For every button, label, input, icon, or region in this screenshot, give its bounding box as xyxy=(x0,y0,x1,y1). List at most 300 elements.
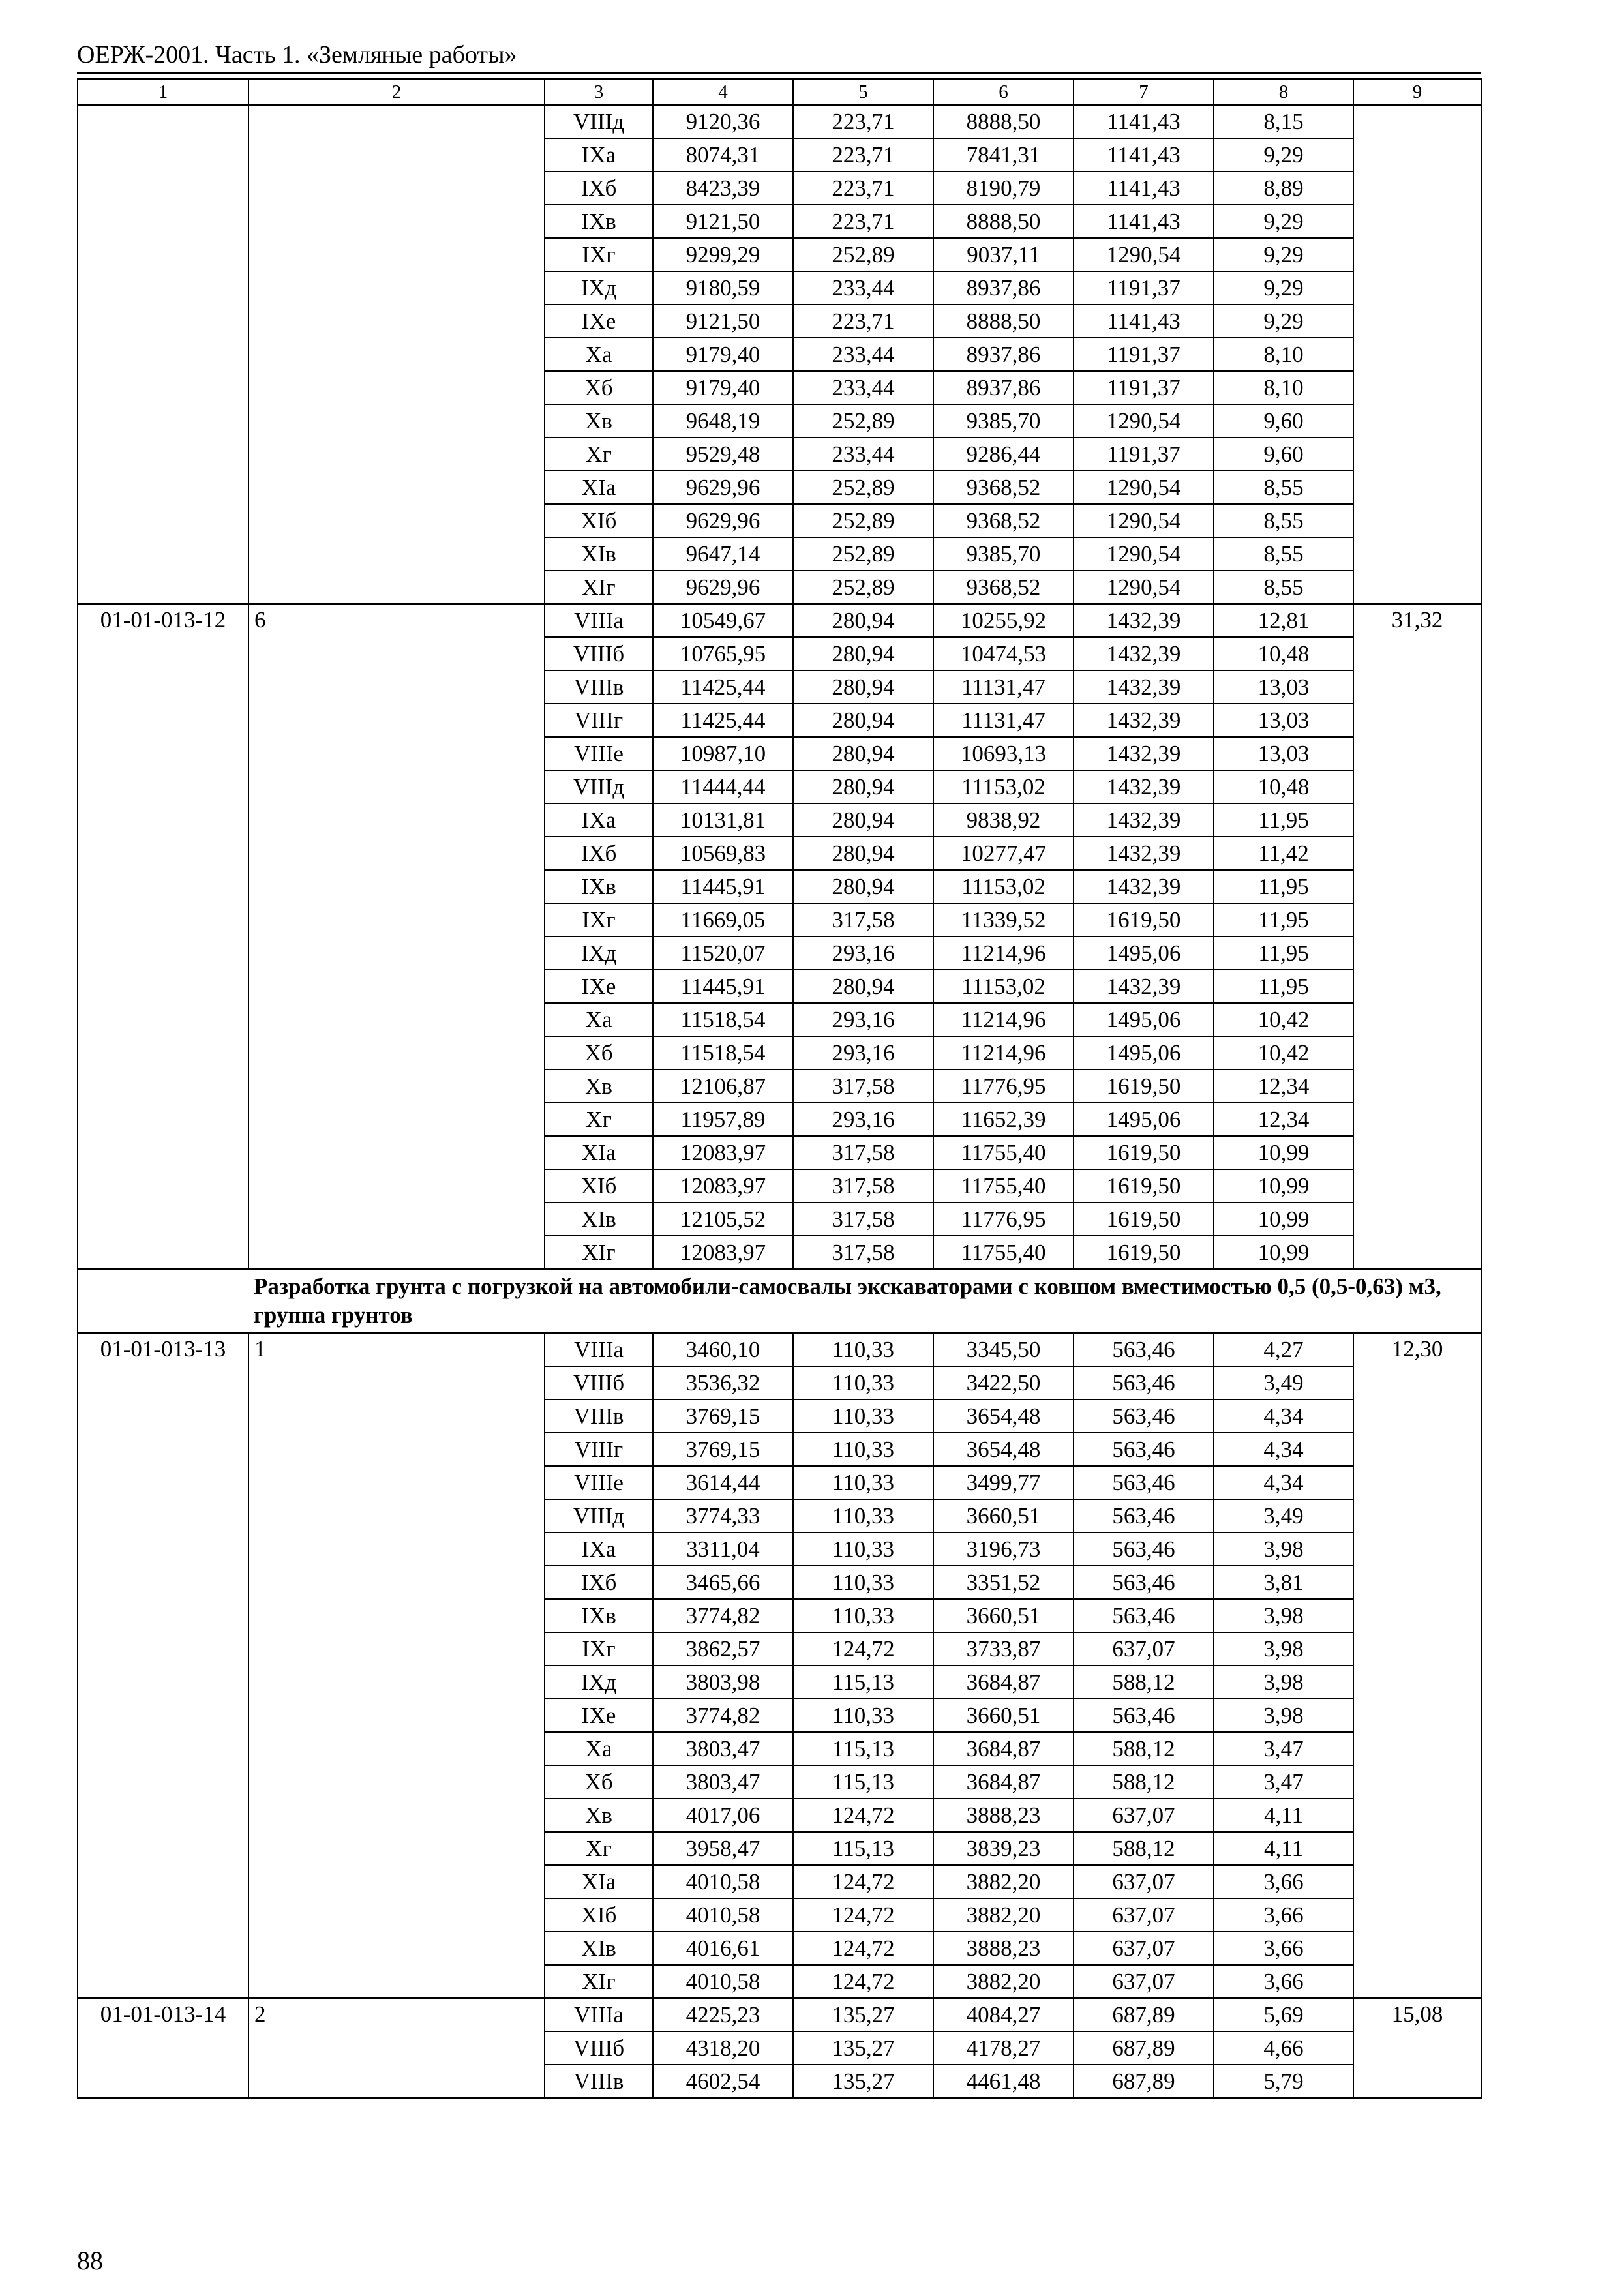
machine-cost-cell: 11755,40 xyxy=(933,1236,1074,1269)
wages-cell: 124,72 xyxy=(793,1898,933,1932)
machinist-wages-cell: 1619,50 xyxy=(1074,1169,1214,1203)
machine-cost-cell: 11131,47 xyxy=(933,670,1074,704)
materials-cell: 8,10 xyxy=(1214,371,1353,404)
table-body xyxy=(78,79,1481,2098)
soil-group-cell: 1 xyxy=(248,1333,545,1998)
machine-cost-cell: 3733,87 xyxy=(933,1632,1074,1666)
materials-cell: 11,95 xyxy=(1214,970,1353,1003)
wages-cell: 293,16 xyxy=(793,1003,933,1036)
materials-cell: 3,66 xyxy=(1214,1865,1353,1898)
region-cell: VIIIд xyxy=(545,770,653,803)
region-cell: VIIIe xyxy=(545,737,653,770)
materials-cell: 11,95 xyxy=(1214,870,1353,903)
total-cost-cell: 12083,97 xyxy=(653,1136,793,1169)
wages-cell: 280,94 xyxy=(793,770,933,803)
machine-cost-cell: 4461,48 xyxy=(933,2065,1074,2098)
page-number: 88 xyxy=(77,2246,103,2275)
wages-cell: 252,89 xyxy=(793,504,933,537)
machine-cost-cell: 3882,20 xyxy=(933,1898,1074,1932)
total-cost-cell: 3774,33 xyxy=(653,1499,793,1533)
machinist-wages-cell: 1432,39 xyxy=(1074,637,1214,670)
rate-code-cell: 01-01-013-13 xyxy=(78,1333,248,1998)
region-cell: XIв xyxy=(545,1932,653,1965)
materials-cell: 9,29 xyxy=(1214,138,1353,172)
column-number-cell: 8 xyxy=(1214,79,1353,105)
materials-cell: 8,55 xyxy=(1214,537,1353,571)
region-cell: XIб xyxy=(545,1169,653,1203)
wages-cell: 223,71 xyxy=(793,172,933,205)
materials-cell: 4,34 xyxy=(1214,1466,1353,1499)
machinist-wages-cell: 1495,06 xyxy=(1074,1103,1214,1136)
wages-cell: 233,44 xyxy=(793,371,933,404)
wages-cell: 317,58 xyxy=(793,1169,933,1203)
machinist-wages-cell: 1495,06 xyxy=(1074,1003,1214,1036)
machine-cost-cell: 11153,02 xyxy=(933,870,1074,903)
region-cell: VIIIг xyxy=(545,704,653,737)
machine-cost-cell: 8888,50 xyxy=(933,205,1074,238)
materials-cell: 10,99 xyxy=(1214,1236,1353,1269)
total-cost-cell: 9629,96 xyxy=(653,471,793,504)
machine-cost-cell: 3888,23 xyxy=(933,1932,1074,1965)
machine-cost-cell: 9286,44 xyxy=(933,438,1074,471)
machinist-wages-cell: 588,12 xyxy=(1074,1765,1214,1799)
region-cell: IXa xyxy=(545,1533,653,1566)
total-cost-cell: 8074,31 xyxy=(653,138,793,172)
machinist-wages-cell: 1290,54 xyxy=(1074,404,1214,438)
materials-cell: 3,98 xyxy=(1214,1599,1353,1632)
machinist-wages-cell: 588,12 xyxy=(1074,1666,1214,1699)
wages-cell: 124,72 xyxy=(793,1799,933,1832)
region-cell: VIIIб xyxy=(545,1366,653,1399)
machinist-wages-cell: 1432,39 xyxy=(1074,770,1214,803)
machinist-wages-cell: 1290,54 xyxy=(1074,504,1214,537)
wages-cell: 317,58 xyxy=(793,1236,933,1269)
total-cost-cell: 3465,66 xyxy=(653,1566,793,1599)
machine-cost-cell: 3660,51 xyxy=(933,1699,1074,1732)
column-number-cell: 4 xyxy=(653,79,793,105)
total-cost-cell: 11520,07 xyxy=(653,936,793,970)
machine-cost-cell: 3882,20 xyxy=(933,1865,1074,1898)
materials-cell: 3,49 xyxy=(1214,1366,1353,1399)
region-cell: IXб xyxy=(545,172,653,205)
wages-cell: 110,33 xyxy=(793,1433,933,1466)
total-cost-cell: 4318,20 xyxy=(653,2031,793,2065)
machine-cost-cell: 10255,92 xyxy=(933,604,1074,637)
region-cell: IXв xyxy=(545,205,653,238)
wages-cell: 223,71 xyxy=(793,205,933,238)
region-cell: VIIIб xyxy=(545,2031,653,2065)
total-cost-cell: 11957,89 xyxy=(653,1103,793,1136)
wages-cell: 280,94 xyxy=(793,870,933,903)
total-cost-cell: 9629,96 xyxy=(653,571,793,604)
region-cell: IXe xyxy=(545,305,653,338)
machinist-wages-cell: 637,07 xyxy=(1074,1965,1214,1998)
wages-cell: 124,72 xyxy=(793,1965,933,1998)
materials-cell: 3,98 xyxy=(1214,1666,1353,1699)
wages-cell: 252,89 xyxy=(793,537,933,571)
wages-cell: 110,33 xyxy=(793,1599,933,1632)
machinist-wages-cell: 588,12 xyxy=(1074,1832,1214,1865)
region-cell: XIa xyxy=(545,471,653,504)
materials-cell: 11,95 xyxy=(1214,903,1353,936)
price-table xyxy=(77,78,1482,2099)
region-cell: IXв xyxy=(545,1599,653,1632)
machinist-wages-cell: 563,46 xyxy=(1074,1333,1214,1366)
total-cost-cell: 3774,82 xyxy=(653,1699,793,1732)
machine-cost-cell: 9385,70 xyxy=(933,404,1074,438)
materials-cell: 13,03 xyxy=(1214,670,1353,704)
machinist-wages-cell: 1191,37 xyxy=(1074,438,1214,471)
total-cost-cell: 11518,54 xyxy=(653,1003,793,1036)
total-cost-cell: 11425,44 xyxy=(653,704,793,737)
region-cell: IXa xyxy=(545,803,653,837)
machine-cost-cell: 8937,86 xyxy=(933,271,1074,305)
materials-cell: 9,60 xyxy=(1214,404,1353,438)
region-cell: IXд xyxy=(545,936,653,970)
materials-cell: 4,34 xyxy=(1214,1433,1353,1466)
machinist-wages-cell: 637,07 xyxy=(1074,1865,1214,1898)
total-cost-cell: 3958,47 xyxy=(653,1832,793,1865)
machinist-wages-cell: 1290,54 xyxy=(1074,471,1214,504)
total-cost-cell: 4010,58 xyxy=(653,1865,793,1898)
machinist-wages-cell: 1141,43 xyxy=(1074,138,1214,172)
machine-cost-cell: 9838,92 xyxy=(933,803,1074,837)
wages-cell: 280,94 xyxy=(793,803,933,837)
region-cell: VIIIв xyxy=(545,670,653,704)
total-cost-cell: 10549,67 xyxy=(653,604,793,637)
total-cost-cell: 10987,10 xyxy=(653,737,793,770)
machine-cost-cell: 3660,51 xyxy=(933,1499,1074,1533)
materials-cell: 13,03 xyxy=(1214,704,1353,737)
region-cell: XIв xyxy=(545,537,653,571)
materials-cell: 3,98 xyxy=(1214,1632,1353,1666)
materials-cell: 9,60 xyxy=(1214,438,1353,471)
total-cost-cell: 9179,40 xyxy=(653,338,793,371)
section-heading: Разработка грунта с погрузкой на автомобили-самосвалы экскаваторами с ковшом вместимостью 0,5 (0,5-0,63) м3, группа грунтов xyxy=(248,1269,1481,1333)
total-cost-cell: 10131,81 xyxy=(653,803,793,837)
total-cost-cell: 11445,91 xyxy=(653,970,793,1003)
machinist-wages-cell: 1141,43 xyxy=(1074,172,1214,205)
materials-cell: 4,66 xyxy=(1214,2031,1353,2065)
machine-cost-cell: 9037,11 xyxy=(933,238,1074,271)
wages-cell: 280,94 xyxy=(793,837,933,870)
region-cell: XIв xyxy=(545,1203,653,1236)
total-cost-cell: 9529,48 xyxy=(653,438,793,471)
machinist-wages-cell: 1290,54 xyxy=(1074,238,1214,271)
total-cost-cell: 11518,54 xyxy=(653,1036,793,1070)
machinist-wages-cell: 1495,06 xyxy=(1074,936,1214,970)
machine-cost-cell: 4178,27 xyxy=(933,2031,1074,2065)
machinist-wages-cell: 637,07 xyxy=(1074,1632,1214,1666)
machine-cost-cell: 3351,52 xyxy=(933,1566,1074,1599)
machinist-wages-cell: 637,07 xyxy=(1074,1898,1214,1932)
total-cost-cell: 8423,39 xyxy=(653,172,793,205)
total-cost-cell: 3769,15 xyxy=(653,1399,793,1433)
machinist-wages-cell: 1619,50 xyxy=(1074,1236,1214,1269)
machine-cost-cell: 3684,87 xyxy=(933,1666,1074,1699)
region-cell: VIIIг xyxy=(545,1433,653,1466)
wages-cell: 135,27 xyxy=(793,2065,933,2098)
machine-cost-cell: 4084,27 xyxy=(933,1998,1074,2031)
total-cost-cell: 12083,97 xyxy=(653,1236,793,1269)
wages-cell: 252,89 xyxy=(793,471,933,504)
total-cost-cell: 9647,14 xyxy=(653,537,793,571)
materials-cell: 10,42 xyxy=(1214,1003,1353,1036)
machine-cost-cell: 11214,96 xyxy=(933,936,1074,970)
region-cell: Xб xyxy=(545,1765,653,1799)
materials-cell: 12,34 xyxy=(1214,1103,1353,1136)
materials-cell: 4,27 xyxy=(1214,1333,1353,1366)
machine-cost-cell: 11214,96 xyxy=(933,1003,1074,1036)
total-cost-cell: 9120,36 xyxy=(653,105,793,138)
total-cost-cell: 4010,58 xyxy=(653,1898,793,1932)
wages-cell: 223,71 xyxy=(793,138,933,172)
materials-cell: 8,10 xyxy=(1214,338,1353,371)
header-rule xyxy=(77,72,1481,74)
machine-cost-cell: 3888,23 xyxy=(933,1799,1074,1832)
wages-cell: 110,33 xyxy=(793,1366,933,1399)
machine-cost-cell: 9368,52 xyxy=(933,504,1074,537)
materials-cell: 3,98 xyxy=(1214,1699,1353,1732)
machine-cost-cell: 9368,52 xyxy=(933,471,1074,504)
rate-code-cell: 01-01-013-14 xyxy=(78,1998,248,2098)
machinist-wages-cell: 637,07 xyxy=(1074,1932,1214,1965)
soil-group-cell xyxy=(248,105,545,604)
materials-cell: 10,99 xyxy=(1214,1136,1353,1169)
region-cell: Xa xyxy=(545,1732,653,1765)
machinist-wages-cell: 1191,37 xyxy=(1074,271,1214,305)
region-cell: XIг xyxy=(545,1965,653,1998)
machine-cost-cell: 8937,86 xyxy=(933,338,1074,371)
materials-cell: 3,66 xyxy=(1214,1965,1353,1998)
materials-cell: 8,55 xyxy=(1214,571,1353,604)
materials-cell: 8,55 xyxy=(1214,471,1353,504)
machine-cost-cell: 9368,52 xyxy=(933,571,1074,604)
machinist-wages-cell: 1432,39 xyxy=(1074,970,1214,1003)
wages-cell: 110,33 xyxy=(793,1333,933,1366)
region-cell: IXд xyxy=(545,1666,653,1699)
total-cost-cell: 9299,29 xyxy=(653,238,793,271)
region-cell: IXe xyxy=(545,1699,653,1732)
machinist-wages-cell: 687,89 xyxy=(1074,2065,1214,2098)
materials-cell: 9,29 xyxy=(1214,271,1353,305)
region-cell: VIIIб xyxy=(545,637,653,670)
machinist-wages-cell: 1191,37 xyxy=(1074,338,1214,371)
machinist-wages-cell: 1432,39 xyxy=(1074,837,1214,870)
region-cell: VIIIд xyxy=(545,105,653,138)
machinist-wages-cell: 1619,50 xyxy=(1074,1203,1214,1236)
table-row xyxy=(78,1333,1481,1366)
rate-code-cell xyxy=(78,105,248,604)
wages-cell: 293,16 xyxy=(793,1103,933,1136)
materials-cell: 8,89 xyxy=(1214,172,1353,205)
wages-cell: 233,44 xyxy=(793,271,933,305)
region-cell: IXe xyxy=(545,970,653,1003)
region-cell: Xa xyxy=(545,338,653,371)
total-cost-cell: 9648,19 xyxy=(653,404,793,438)
total-cost-cell: 3536,32 xyxy=(653,1366,793,1399)
region-cell: XIг xyxy=(545,1236,653,1269)
region-cell: VIIIa xyxy=(545,604,653,637)
machine-cost-cell: 11755,40 xyxy=(933,1136,1074,1169)
total-cost-cell: 11445,91 xyxy=(653,870,793,903)
materials-cell: 10,99 xyxy=(1214,1169,1353,1203)
region-cell: VIIIв xyxy=(545,1399,653,1433)
wages-cell: 280,94 xyxy=(793,737,933,770)
wages-cell: 317,58 xyxy=(793,1136,933,1169)
wages-cell: 280,94 xyxy=(793,637,933,670)
machinist-wages-cell: 1432,39 xyxy=(1074,670,1214,704)
rate-code-cell: 01-01-013-12 xyxy=(78,604,248,1269)
total-cost-cell: 3803,47 xyxy=(653,1765,793,1799)
total-cost-cell: 3862,57 xyxy=(653,1632,793,1666)
machine-cost-cell: 11776,95 xyxy=(933,1203,1074,1236)
machine-cost-cell: 3684,87 xyxy=(933,1765,1074,1799)
wages-cell: 124,72 xyxy=(793,1865,933,1898)
wages-cell: 124,72 xyxy=(793,1632,933,1666)
region-cell: XIг xyxy=(545,571,653,604)
materials-cell: 10,99 xyxy=(1214,1203,1353,1236)
total-cost-cell: 9121,50 xyxy=(653,205,793,238)
labor-cost-cell xyxy=(1353,105,1481,604)
materials-cell: 8,15 xyxy=(1214,105,1353,138)
machine-cost-cell: 11755,40 xyxy=(933,1169,1074,1203)
table-row xyxy=(78,604,1481,637)
machinist-wages-cell: 1619,50 xyxy=(1074,1070,1214,1103)
wages-cell: 124,72 xyxy=(793,1932,933,1965)
machine-cost-cell: 8888,50 xyxy=(933,305,1074,338)
region-cell: Xб xyxy=(545,1036,653,1070)
machine-cost-cell: 7841,31 xyxy=(933,138,1074,172)
materials-cell: 4,11 xyxy=(1214,1832,1353,1865)
region-cell: Xг xyxy=(545,1103,653,1136)
machinist-wages-cell: 1432,39 xyxy=(1074,704,1214,737)
region-cell: IXд xyxy=(545,271,653,305)
wages-cell: 233,44 xyxy=(793,438,933,471)
total-cost-cell: 4016,61 xyxy=(653,1932,793,1965)
column-number-cell: 6 xyxy=(933,79,1074,105)
region-cell: Xг xyxy=(545,1832,653,1865)
wages-cell: 115,13 xyxy=(793,1666,933,1699)
wages-cell: 280,94 xyxy=(793,970,933,1003)
machine-cost-cell: 3422,50 xyxy=(933,1366,1074,1399)
machine-cost-cell: 8937,86 xyxy=(933,371,1074,404)
materials-cell: 4,34 xyxy=(1214,1399,1353,1433)
region-cell: IXa xyxy=(545,138,653,172)
wages-cell: 135,27 xyxy=(793,1998,933,2031)
wages-cell: 280,94 xyxy=(793,670,933,704)
wages-cell: 317,58 xyxy=(793,903,933,936)
machine-cost-cell: 3654,48 xyxy=(933,1399,1074,1433)
region-cell: Xв xyxy=(545,1070,653,1103)
machinist-wages-cell: 1141,43 xyxy=(1074,305,1214,338)
machine-cost-cell: 11339,52 xyxy=(933,903,1074,936)
region-cell: IXг xyxy=(545,1632,653,1666)
materials-cell: 11,42 xyxy=(1214,837,1353,870)
wages-cell: 110,33 xyxy=(793,1566,933,1599)
machine-cost-cell: 3345,50 xyxy=(933,1333,1074,1366)
materials-cell: 5,79 xyxy=(1214,2065,1353,2098)
materials-cell: 9,29 xyxy=(1214,305,1353,338)
machinist-wages-cell: 1432,39 xyxy=(1074,604,1214,637)
region-cell: XIa xyxy=(545,1136,653,1169)
materials-cell: 3,66 xyxy=(1214,1898,1353,1932)
machine-cost-cell: 3839,23 xyxy=(933,1832,1074,1865)
total-cost-cell: 10765,95 xyxy=(653,637,793,670)
total-cost-cell: 11444,44 xyxy=(653,770,793,803)
materials-cell: 4,11 xyxy=(1214,1799,1353,1832)
machinist-wages-cell: 1191,37 xyxy=(1074,371,1214,404)
region-cell: IXб xyxy=(545,837,653,870)
materials-cell: 5,69 xyxy=(1214,1998,1353,2031)
total-cost-cell: 9180,59 xyxy=(653,271,793,305)
machine-cost-cell: 11131,47 xyxy=(933,704,1074,737)
column-number-row xyxy=(78,79,1481,105)
total-cost-cell: 4602,54 xyxy=(653,2065,793,2098)
machinist-wages-cell: 1290,54 xyxy=(1074,537,1214,571)
wages-cell: 135,27 xyxy=(793,2031,933,2065)
column-number-cell: 7 xyxy=(1074,79,1214,105)
soil-group-cell: 2 xyxy=(248,1998,545,2098)
machinist-wages-cell: 1290,54 xyxy=(1074,571,1214,604)
wages-cell: 223,71 xyxy=(793,305,933,338)
wages-cell: 293,16 xyxy=(793,1036,933,1070)
region-cell: XIб xyxy=(545,1898,653,1932)
machine-cost-cell: 10693,13 xyxy=(933,737,1074,770)
column-number-cell: 1 xyxy=(78,79,248,105)
machine-cost-cell: 3684,87 xyxy=(933,1732,1074,1765)
region-cell: VIIIe xyxy=(545,1466,653,1499)
machine-cost-cell: 11776,95 xyxy=(933,1070,1074,1103)
materials-cell: 9,29 xyxy=(1214,205,1353,238)
wages-cell: 110,33 xyxy=(793,1533,933,1566)
total-cost-cell: 3803,47 xyxy=(653,1732,793,1765)
machine-cost-cell: 8190,79 xyxy=(933,172,1074,205)
machinist-wages-cell: 563,46 xyxy=(1074,1366,1214,1399)
total-cost-cell: 12105,52 xyxy=(653,1203,793,1236)
total-cost-cell: 3769,15 xyxy=(653,1433,793,1466)
soil-group-cell: 6 xyxy=(248,604,545,1269)
machinist-wages-cell: 563,46 xyxy=(1074,1499,1214,1533)
machinist-wages-cell: 1619,50 xyxy=(1074,903,1214,936)
machinist-wages-cell: 1141,43 xyxy=(1074,105,1214,138)
wages-cell: 280,94 xyxy=(793,604,933,637)
region-cell: IXб xyxy=(545,1566,653,1599)
materials-cell: 3,47 xyxy=(1214,1732,1353,1765)
total-cost-cell: 3774,82 xyxy=(653,1599,793,1632)
materials-cell: 11,95 xyxy=(1214,803,1353,837)
materials-cell: 3,81 xyxy=(1214,1566,1353,1599)
machine-cost-cell: 3196,73 xyxy=(933,1533,1074,1566)
materials-cell: 13,03 xyxy=(1214,737,1353,770)
total-cost-cell: 11425,44 xyxy=(653,670,793,704)
wages-cell: 110,33 xyxy=(793,1399,933,1433)
table-row xyxy=(78,1998,1481,2031)
region-cell: Xв xyxy=(545,404,653,438)
region-cell: XIб xyxy=(545,504,653,537)
machinist-wages-cell: 563,46 xyxy=(1074,1433,1214,1466)
wages-cell: 115,13 xyxy=(793,1732,933,1765)
column-number-cell: 3 xyxy=(545,79,653,105)
machine-cost-cell: 3882,20 xyxy=(933,1965,1074,1998)
region-cell: VIIIa xyxy=(545,1998,653,2031)
materials-cell: 3,66 xyxy=(1214,1932,1353,1965)
wages-cell: 252,89 xyxy=(793,238,933,271)
region-cell: VIIIa xyxy=(545,1333,653,1366)
machinist-wages-cell: 563,46 xyxy=(1074,1699,1214,1732)
column-number-cell: 2 xyxy=(248,79,545,105)
materials-cell: 3,98 xyxy=(1214,1533,1353,1566)
